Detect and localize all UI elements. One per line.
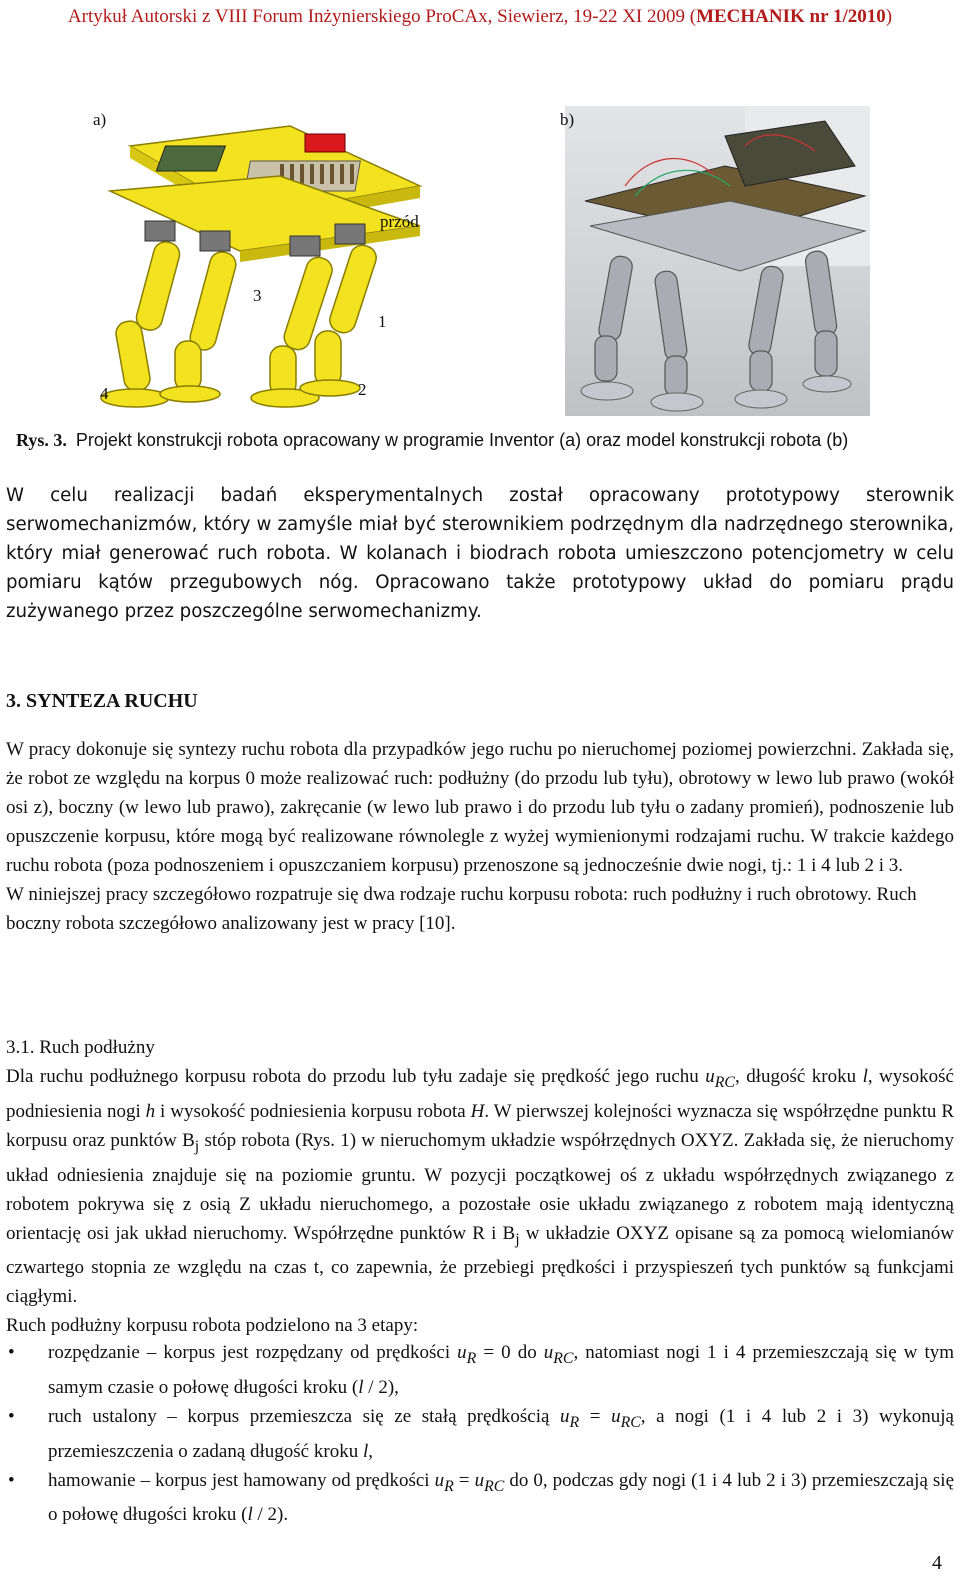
list-item: • ruch ustalony – korpus przemieszcza się ze stałą prędkością $u_R = u_{RC}$, a nogi (1 i 4 lub 2 i 3) wykonują przemieszczenia o zadaną długość kroku l, <box>8 1405 954 1462</box>
list-item: • hamowanie – korpus jest hamowany od prędkości $u_R = u_{RC}$ do 0, podczas gdy nogi (1 i 4 lub 2 i 3) przemieszczają się o połowę długości kroku (l / 2). <box>8 1469 955 1526</box>
subsection-longitudinal <box>6 1033 954 1340</box>
section-heading: 3. SYNTEZA RUCHU <box>6 690 198 712</box>
front-label: przód <box>380 212 419 231</box>
robot-photo-drawing <box>565 106 870 416</box>
paragraph-synthesis-a: W pracy dokonuje się syntezy ruchu robota dla przypadków jego ruchu po nieruchomej poziomej powierzchni. Zakłada się, że robot ze względu na korpus 0 może realizować ruch: podłużny (do przodu lub tyłu), obrotowy w lewo lub prawo (wokół osi z), boczny (w lewo lub prawo), zakręcanie (w lewo lub prawo i do przodu lub tyłu o zadany promień), podnoszenie lub opuszczenie korpusu, które mogą być realizowane równolegle z wyżej wymienionymi rodzajami ruchu. W trakcie każdego ruchu robota (poza podnoszeniem i opuszczaniem korpusu) przenoszone są jednocześnie dwie nogi, tj.: 1 i 4 lub 2 i 3. <box>6 739 954 876</box>
paragraph-longitudinal: Dla ruchu podłużnego korpusu robota do przodu lub tyłu zadaje się prędkość jego ruchu $u_{RC}$, długość kroku l, wysokość podniesienia nogi h i wysokość podniesienia korpusu robota H. W pierwszej kolejności wyznacza się współrzędne punktu R korpusu oraz punktów $B_j$ stóp robota (Rys. 1) w nieruchomym układzie współrzędnych OXYZ. Zakłada się, że nieruchomy układ odniesienia znajduje się na poziomie gruntu. W pozycji początkowej oś z układu współrzędnych związanego z robotem pokrywa się z osią Z układu nieruchomego, a pozostałe osie układu związanego z robotem mają identyczną orientację osi jak układ nieruchomy. Współrzędne punktów R i $B_j$ w układzie OXYZ opisane są za pomocą wielomianów czwartego stopnia ze względu na czas t, co zapewnia, że przebiegi prędkości i przyspieszeń tych punktów są funkcjami ciągłymi. <box>6 1066 955 1308</box>
stages-list <box>6 1338 954 1529</box>
figure-panel-b-photo <box>565 106 870 416</box>
leg-label-4: 4 <box>100 384 109 403</box>
cad-robot-drawing <box>90 106 430 416</box>
journal-name: MECHANIK nr 1/2010 <box>696 6 886 27</box>
caption-text: Projekt konstrukcji robota opracowany w programie Inventor (a) oraz model konstrukcji robota (b) <box>75 430 849 450</box>
figure-caption <box>16 430 848 451</box>
paragraph-synthesis-b: W niniejszej pracy szczegółowo rozpatruje się dwa rodzaje ruchu korpusu robota: ruch podłużny i ruch obrotowy. Ruch boczny robota szczegółowo analizowany jest w pracy [10]. <box>6 884 917 934</box>
paragraph-stages-intro: Ruch podłużny korpusu robota podzielono na 3 etapy: <box>6 1315 419 1337</box>
leg-label-2: 2 <box>358 380 367 399</box>
figure-3 <box>0 100 960 420</box>
paragraph-synthesis <box>6 735 954 938</box>
panel-a-label: a) <box>93 110 107 129</box>
list-item: • rozpędzanie – korpus jest rozpędzany od prędkości $u_R = 0$ do $u_{RC}$, natomiast nogi 1 i 4 przemieszczają się w tym samym czasie o połowę długości kroku (l / 2), <box>8 1342 955 1398</box>
paragraph-intro: W celu realizacji badań eksperymentalnych został opracowany prototypowy sterownik serwomechanizmów, który w zamyśle miał być sterownikiem podrzędnym dla nadrzędnego sterownika, który miał generować ruch robota. W kolanach i biodrach robota umieszczono potencjometry w celu pomiaru kątów przegubowych nóg. Opracowano także prototypowy układ do pomiaru prądu zużywanego przez poszczególne serwomechanizmy. <box>6 485 954 622</box>
figure-panel-a-cad-model <box>90 106 430 416</box>
subsection-heading: 3.1. Ruch podłużny <box>6 1037 155 1058</box>
panel-b-label: b) <box>560 110 575 129</box>
page-number: 4 <box>932 1552 942 1574</box>
leg-label-3: 3 <box>253 286 262 305</box>
leg-label-1: 1 <box>378 312 387 331</box>
page-header: Artykuł Autorski z VIII Forum Inżynierskiego ProCAx, Siewierz, 19-22 XI 2009 (MECHANIK nr 1/2010) <box>67 6 893 27</box>
caption-number: Rys. 3. <box>16 430 67 450</box>
